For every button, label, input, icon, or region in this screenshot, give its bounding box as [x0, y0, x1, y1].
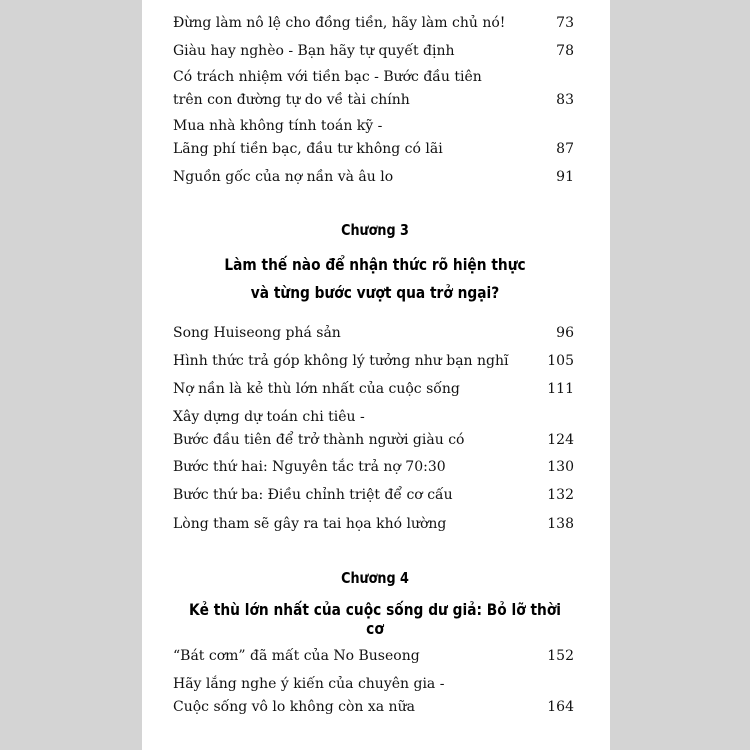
- entry-page-number: 111: [547, 381, 574, 397]
- entry-page-number: 96: [556, 325, 574, 341]
- entry-page-number: 130: [547, 459, 574, 475]
- toc-entry: [173, 115, 574, 161]
- entry-title-line: Nợ nần là kẻ thù lớn nhất của cuộc sống: [173, 381, 460, 397]
- entry-title-line: Mua nhà không tính toán kỹ -: [173, 118, 383, 134]
- entry-page-number: 83: [556, 92, 574, 108]
- entry-page-number: 78: [556, 43, 574, 59]
- entry-title-line: Xây dựng dự toán chi tiêu -: [173, 409, 365, 425]
- entry-title-line: Cuộc sống vô lo không còn xa nữa: [173, 699, 415, 715]
- entry-title-line: Hãy lắng nghe ý kiến của chuyên gia -: [173, 676, 445, 692]
- entry-title-line: Bước thứ ba: Điều chỉnh triệt để cơ cấu: [173, 487, 453, 503]
- entry-page-number: 138: [547, 516, 574, 532]
- entry-title-line: Bước thứ hai: Nguyên tắc trả nợ 70:30: [173, 459, 446, 475]
- entry-title-line: Giàu hay nghèo - Bạn hãy tự quyết định: [173, 43, 455, 59]
- entry-title-line: Lãng phí tiền bạc, đầu tư không có lãi: [173, 141, 443, 157]
- chapter-3-title-line-1: Làm thế nào để nhận thức rõ hiện thực: [224, 255, 526, 274]
- entry-page-number: 73: [556, 15, 574, 31]
- toc-entry: [173, 645, 574, 668]
- entry-title-line: Đừng làm nô lệ cho đồng tiền, hãy làm chủ nó!: [173, 15, 506, 31]
- entry-title-line: Có trách nhiệm với tiền bạc - Bước đầu tiên: [173, 69, 482, 85]
- toc-entry: [173, 350, 574, 373]
- entry-page-number: 105: [547, 353, 574, 369]
- chapter-3-title-line-2: và từng bước vượt qua trở ngại?: [250, 283, 500, 302]
- toc-entry: [173, 12, 574, 35]
- entry-title-line: trên con đường tự do về tài chính: [173, 92, 410, 108]
- toc-entry: [173, 322, 574, 345]
- toc-entry: [173, 40, 574, 63]
- entry-page-number: 91: [556, 169, 574, 185]
- entry-title-line: “Bát cơm” đã mất của No Buseong: [173, 648, 420, 664]
- toc-entry: [173, 378, 574, 401]
- toc-entry: [173, 406, 574, 452]
- chapter-4-title: Kẻ thù lớn nhất của cuộc sống dư giả: Bỏ lỡ thời cơ: [188, 600, 562, 638]
- toc-entry: [173, 166, 574, 189]
- entry-title-line: Hình thức trả góp không lý tưởng như bạn nghĩ: [173, 353, 509, 369]
- toc-entry: [173, 484, 574, 507]
- entry-title-line: Song Huiseong phá sản: [173, 325, 341, 341]
- toc-entry: [173, 66, 574, 112]
- toc-entry: [173, 513, 574, 536]
- entry-title-line: Bước đầu tiên để trở thành người giàu có: [173, 432, 465, 448]
- entry-page-number: 87: [556, 141, 574, 157]
- chapter-3-label: Chương 3: [341, 221, 409, 239]
- entry-page-number: 152: [547, 648, 574, 664]
- toc-entry: [173, 456, 574, 479]
- entry-page-number: 164: [547, 699, 574, 715]
- chapter-4-label: Chương 4: [341, 569, 409, 587]
- entry-title-line: Lòng tham sẽ gây ra tai họa khó lường: [173, 516, 447, 532]
- entry-page-number: 124: [547, 432, 574, 448]
- entry-page-number: 132: [547, 487, 574, 503]
- entry-title-line: Nguồn gốc của nợ nần và âu lo: [173, 169, 394, 185]
- toc-entry: [173, 673, 574, 719]
